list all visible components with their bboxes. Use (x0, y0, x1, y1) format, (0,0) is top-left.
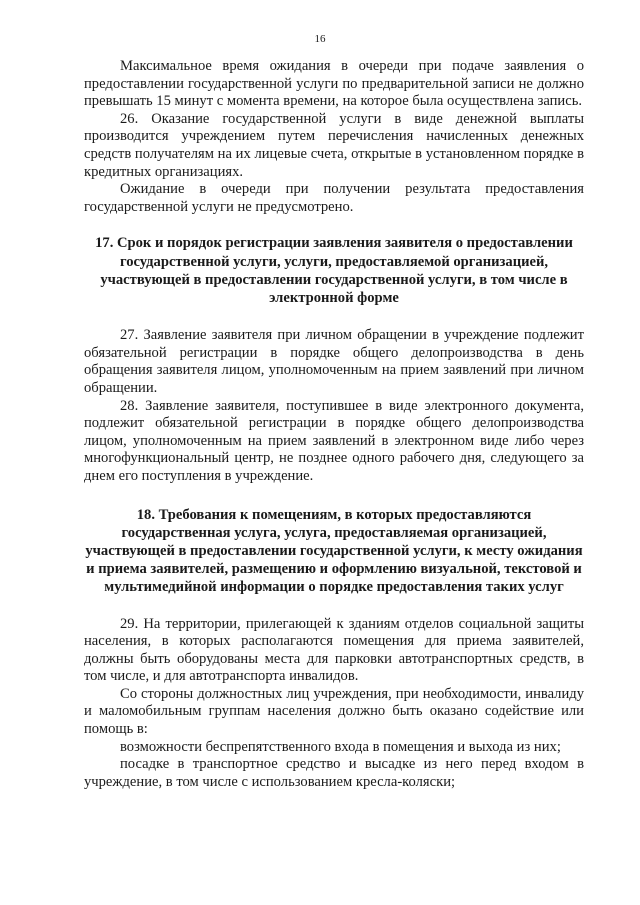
section-17-heading: 17. Срок и порядок регистрации заявления заявителя о предоставлении государственной услуги, услуги, предоставляемой организацией, участвующей в предоставлении государственной услуги, в том числе в электронной форме (95, 235, 573, 306)
list-item-entry-access: возможности беспрепятственного входа в помещения и выхода из них; (120, 738, 561, 755)
paragraph-assistance: Со стороны должностных лиц учреждения, при необходимости, инвалиду и маломобильным группам населения должно быть оказано содействие или помощь в: (84, 685, 584, 738)
page-number: 16 (314, 33, 326, 45)
paragraph-26: 26. Оказание государственной услуги в виде денежной выплаты производится учреждением путем перечисления начисленных денежных средств получателям на их лицевые счета, открытые в установленном порядке в кредитных организациях. (84, 110, 584, 180)
list-item-transport-boarding: посадке в транспортное средство и высадке из него перед входом в учреждение, в том числе с использованием кресла-коляски; (84, 756, 584, 790)
paragraph-queue-result: Ожидание в очереди при получении результата предоставления государственной услуги не предусмотрено. (84, 181, 584, 215)
paragraph-waiting-time: Максимальное время ожидания в очереди при подаче заявления о предоставлении государственной услуги по предварительной записи не должно превышать 15 минут с момента времени, на которое была осуществлена запись. (84, 58, 584, 110)
paragraph-29: 29. На территории, прилегающей к зданиям отделов социальной защиты населения, в которых располагаются помещения для приема заявителей, должны быть оборудованы места для парковки автотранспортных средств, в том числе, и для автотранспорта инвалидов. (84, 615, 584, 685)
paragraph-28: 28. Заявление заявителя, поступившее в виде электронного документа, подлежит обязательной регистрации в порядке общего делопроизводства лицом, уполномоченным на прием заявлений в электронном виде либо через многофункциональный центр, не позднее одного рабочего дня, следующего за днем его поступления в учреждение. (84, 397, 584, 484)
paragraph-27: 27. Заявление заявителя при личном обращении в учреждение подлежит обязательной регистрации в порядке общего делопроизводства в день обращения заявителя лицом, уполномоченным на прием заявлений при личном обращении. (84, 327, 584, 396)
page-content (84, 58, 584, 791)
section-18-heading: 18. Требования к помещениям, в которых предоставляются государственная услуга, услуга, предоставляемая организацией, участвующей в предоставлении государственной услуги, к месту ожидания и приема заявителей, размещению и оформлению визуальной, текстовой и мультимедийной информации о порядке предоставления таких услуг (85, 506, 583, 596)
